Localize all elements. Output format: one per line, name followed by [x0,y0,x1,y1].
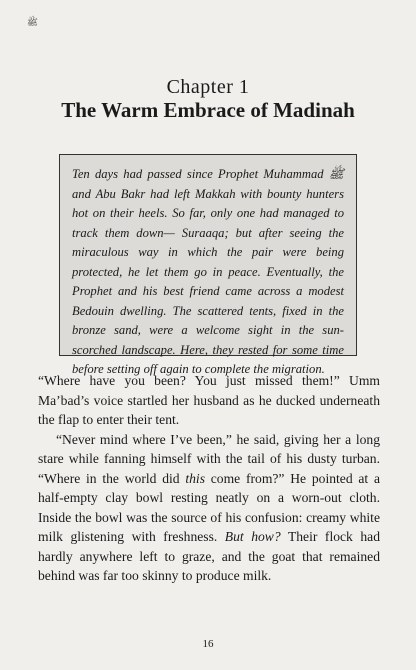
chapter-number: Chapter 1 [166,76,250,98]
body-text [38,371,380,586]
chapter-summary-box [59,154,357,376]
paragraph-2-text-a: “Never mind where I’ve been,” he said, giving her a long stare while fanning himself with the tail of his dusty turban. “Where in the world did [38,431,380,486]
paragraph-2 [38,430,380,586]
paragraph-2-text-b: come from?” He pointed at a half-empty clay bowl resting neatly on a worn-out cloth. Inside the bowl was the source of his confusion: creamy white milk glistening with freshness. [38,470,380,544]
paragraph-2-text-c: Their flock had hardly anywhere left to graze, and the goat that remained behind was far too skinny to produce milk. [38,529,380,583]
chapter-title: The Warm Embrace of Madinah [61,98,355,122]
paragraph-1: “Where have you been? You just missed them!” Umm Ma’bad’s voice startled her husband as he ducked underneath the flap to enter their tent. [38,373,380,427]
page-number: 16 [202,638,214,650]
paragraph-2-emphasis-b: But how? [224,529,281,544]
chapter-summary-text: Ten days had passed since Prophet Muhammad ﷺ and Abu Bakr had left Makkah with bounty hunters hot on their heels. So far, only one had managed to track them down— Suraaqa; but after seeing the miraculous way in which the pair were being protected, he let them go in peace. Eventually, the Prophet and his best friend came across a modest Bedouin dwelling. The scattered tents, fixed in the bronze sand, were a welcome sight in the sun-scorched landscape. Here, they rested for some time before setting off again to complete the migration. [72,167,344,376]
header-honorific-glyph: ﷺ [27,17,38,27]
paragraph-2-emphasis-a: this [185,470,205,486]
